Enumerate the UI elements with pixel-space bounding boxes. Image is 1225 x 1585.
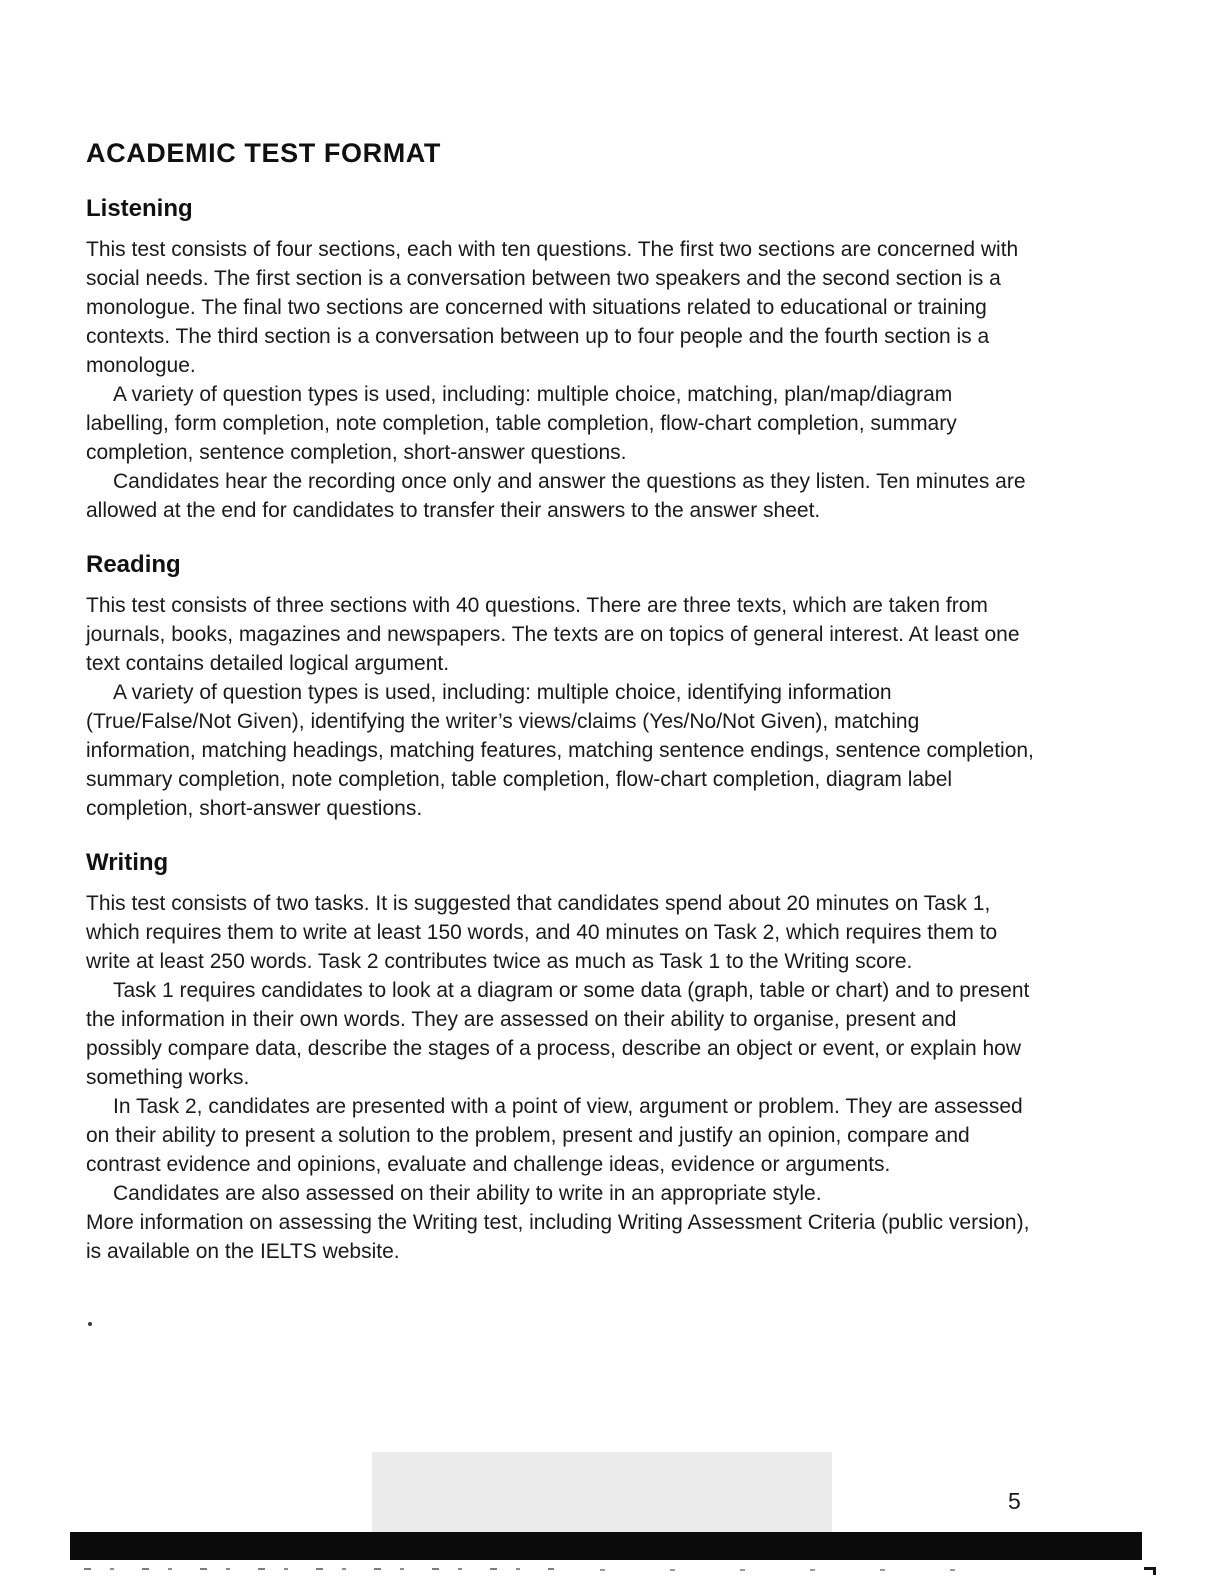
scan-shadow-artifact [372, 1452, 832, 1533]
writing-paragraph-4: Candidates are also assessed on their ability to write in an appropriate style. [113, 1182, 822, 1205]
reading-paragraph-2: A variety of question types is used, including: multiple choice, identifying information (True/False/Not Given), identifying the writer’s views/claims (Yes/No/Not Given), matching information, matching headings, matching features, matching sentence endings, sentence completion, summary completion, note completion, table completion, flow-chart completion, diagram label completion, short-answer questions. [86, 681, 1034, 820]
section-reading [86, 551, 1034, 823]
writing-heading: Writing [86, 849, 169, 876]
writing-paragraph-1: This test consists of two tasks. It is suggested that candidates spend about 20 minutes on Task 1, which requires them to write at least 150 words, and 40 minutes on Task 2, which requires them to write at least 250 words. Task 2 contributes twice as much as Task 1 to the Writing score. [86, 892, 998, 973]
scan-dot-artifact [88, 1322, 92, 1326]
scan-dash-artifact [84, 1568, 554, 1570]
listening-paragraph-2: A variety of question types is used, including: multiple choice, matching, plan/map/diagram labelling, form completion, note completion, table completion, flow-chart completion, summary completion, sentence completion, short-answer questions. [86, 383, 957, 464]
reading-heading: Reading [86, 551, 181, 578]
page-number: 5 [1008, 1488, 1021, 1514]
page-content [86, 138, 1034, 1266]
section-writing [86, 849, 1034, 1266]
page-title: ACADEMIC TEST FORMAT [86, 138, 441, 168]
listening-paragraph-3: Candidates hear the recording once only and answer the questions as they listen. Ten minutes are allowed at the end for candidates to transfer their answers to the answer sheet. [86, 470, 1026, 522]
writing-paragraph-2: Task 1 requires candidates to look at a diagram or some data (graph, table or chart) and to present the information in their own words. They are assessed on their ability to organise, present and possibly compare data, describe the stages of a process, describe an object or event, or explain how something works. [86, 979, 1030, 1089]
listening-heading: Listening [86, 195, 193, 222]
closing-paragraph: More information on assessing the Writing test, including Writing Assessment Criteria (public version), is available on the IELTS website. [86, 1211, 1030, 1263]
listening-paragraph-1: This test consists of four sections, each with ten questions. The first two sections are concerned with social needs. The first section is a conversation between two speakers and the second section is a monologue. The final two sections are concerned with situations related to educational or training contexts. The third section is a conversation between up to four people and the fourth section is a monologue. [86, 238, 1019, 377]
scan-dash-artifact-2 [600, 1569, 1020, 1571]
scan-corner-mark [1144, 1567, 1156, 1575]
writing-paragraph-3: In Task 2, candidates are presented with a point of view, argument or problem. They are assessed on their ability to present a solution to the problem, present and justify an opinion, compare and contrast evidence and opinions, evaluate and challenge ideas, evidence or arguments. [86, 1095, 1023, 1176]
section-listening [86, 195, 1034, 525]
page-bottom-bar [70, 1532, 1142, 1560]
reading-paragraph-1: This test consists of three sections with 40 questions. There are three texts, which are taken from journals, books, magazines and newspapers. The texts are on topics of general interest. At least one text contains detailed logical argument. [86, 594, 1020, 675]
